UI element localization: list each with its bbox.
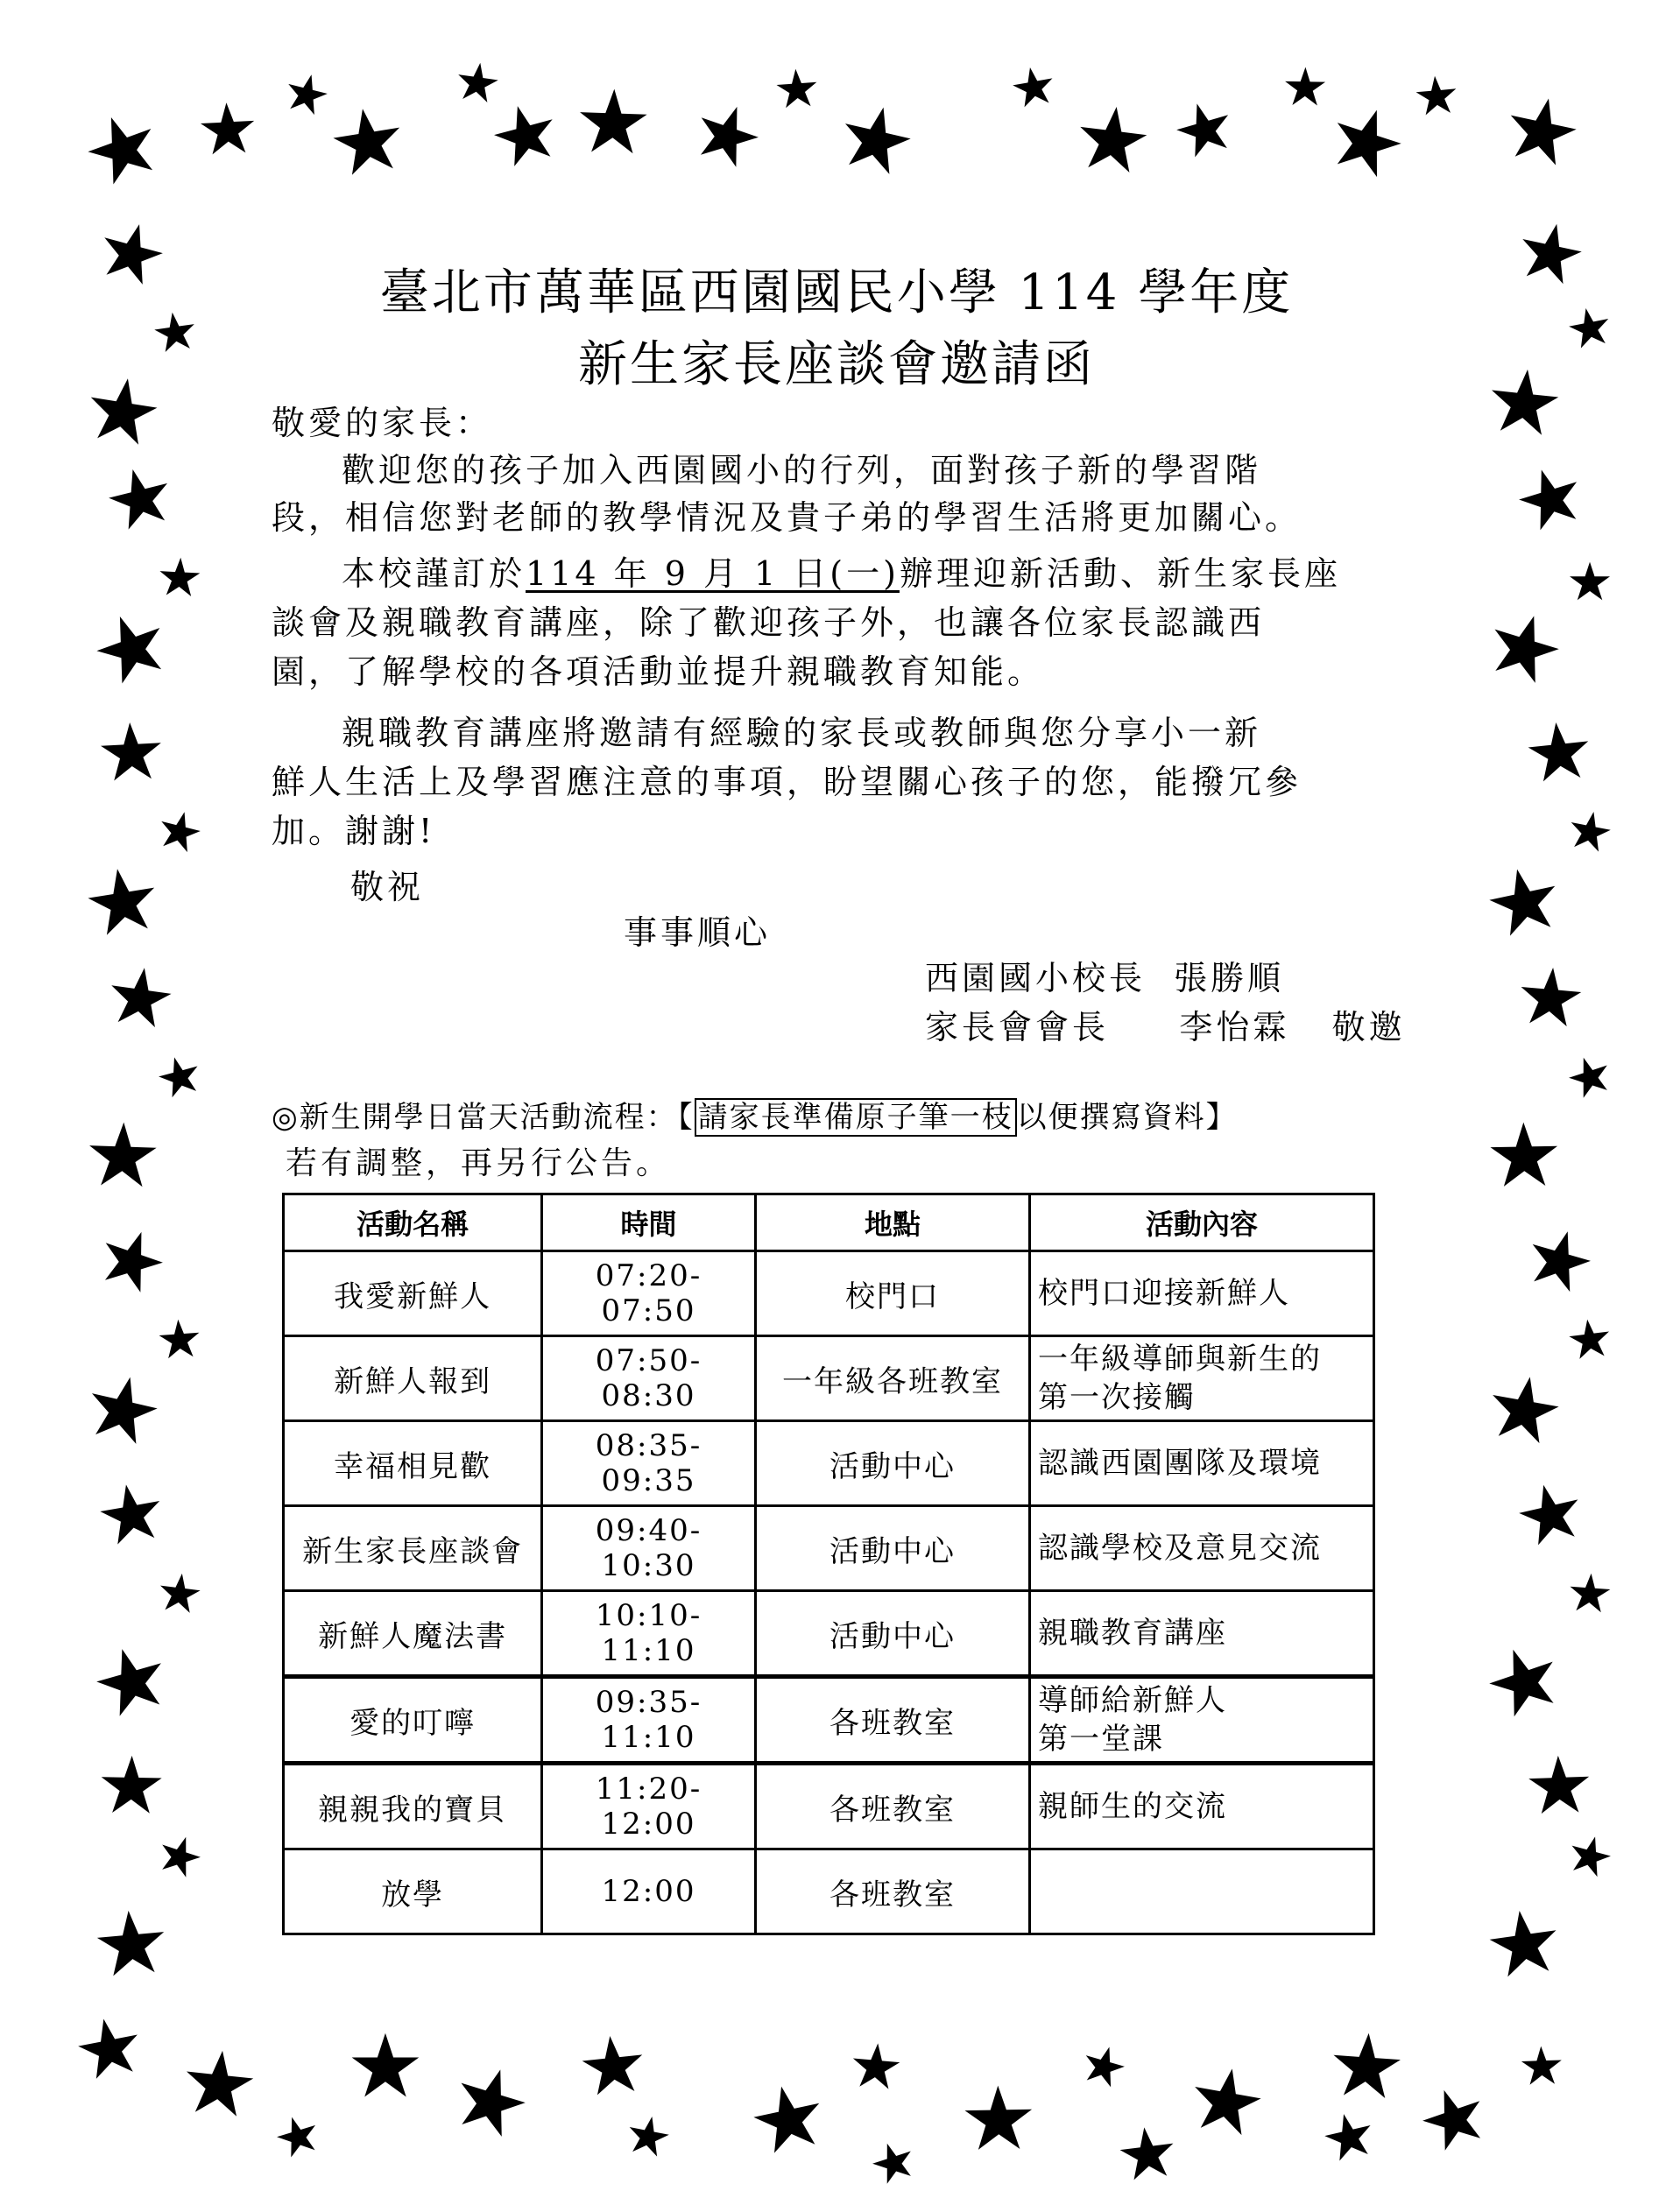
paragraph-3-line-3: 加。謝謝! — [272, 812, 436, 850]
star-icon: ★ — [1558, 1821, 1621, 1892]
signature-pta: 家長會會長 李怡霖 敬邀 — [925, 1008, 1406, 1046]
star-icon: ★ — [174, 2028, 264, 2139]
activity-content — [1030, 1849, 1374, 1934]
star-icon: ★ — [1511, 948, 1590, 1047]
star-icon: ★ — [148, 1041, 211, 1113]
activity-content: 校門口迎接新鮮人 — [1030, 1251, 1374, 1336]
table-row — [284, 1764, 1374, 1849]
star-icon: ★ — [1479, 347, 1569, 458]
star-icon: ★ — [1557, 1040, 1622, 1114]
activity-name: 愛的叮嚀 — [284, 1677, 542, 1764]
table-row — [284, 1849, 1374, 1934]
activity-time: 09:40-10:30 — [542, 1506, 756, 1591]
paragraph-2-line-3: 園，了解學校的各項活動並提升親職教育知能。 — [272, 652, 1045, 691]
star-icon: ★ — [321, 84, 415, 199]
star-icon: ★ — [98, 947, 182, 1049]
activity-content: 親師生的交流 — [1030, 1764, 1374, 1849]
star-icon: ★ — [194, 87, 262, 172]
star-icon: ★ — [1067, 83, 1158, 196]
star-icon: ★ — [449, 49, 505, 117]
table-header-row — [284, 1194, 1374, 1251]
star-icon: ★ — [76, 586, 186, 709]
star-icon: ★ — [67, 87, 177, 210]
activity-name: 新生家長座談會 — [284, 1506, 542, 1591]
paragraph-1-line-1: 歡迎您的孩子加入西園國小的行列，面對孩子新的學習階 — [342, 451, 1262, 490]
table-row — [284, 1421, 1374, 1506]
star-icon: ★ — [1493, 72, 1592, 190]
star-icon: ★ — [1564, 1561, 1616, 1626]
paragraph-3-line-1: 親職教育講座將邀請有經驗的家長或教師與您分享小一新 — [342, 714, 1262, 752]
activity-name: 放學 — [284, 1849, 542, 1934]
star-icon: ★ — [1560, 797, 1620, 867]
activity-name: 親親我的寶貝 — [284, 1764, 542, 1849]
p2-lead: 本校謹訂於 — [342, 554, 526, 593]
greeting: 敬愛的家長： — [272, 404, 493, 442]
page-title: 臺北市萬華區西園國民小學 114 學年度 — [379, 264, 1294, 321]
star-icon: ★ — [276, 59, 337, 130]
closing-2: 事事順心 — [624, 913, 772, 952]
flow-heading-tail: 以便撰寫資料】 — [1016, 1100, 1238, 1135]
star-icon: ★ — [1519, 703, 1599, 802]
star-icon: ★ — [573, 2017, 653, 2116]
star-icon: ★ — [1484, 1103, 1564, 1208]
paragraph-2-line-1 — [342, 546, 1341, 595]
activity-time: 07:50-08:30 — [542, 1336, 756, 1421]
event-date: 114 年 9 月 1 日(一) — [526, 554, 900, 593]
activity-content: 一年級導師與新生的 第一次接觸 — [1030, 1336, 1374, 1421]
star-icon: ★ — [149, 796, 210, 868]
star-icon: ★ — [1314, 2095, 1384, 2179]
star-icon: ★ — [66, 1997, 153, 2101]
activity-time: 08:35-09:35 — [542, 1421, 756, 1506]
star-icon: ★ — [1506, 201, 1595, 306]
header-activity: 活動名稱 — [284, 1194, 542, 1251]
table-row — [284, 1251, 1374, 1336]
star-icon: ★ — [1478, 1887, 1571, 2000]
star-icon: ★ — [81, 1102, 164, 1208]
activity-place: 活動中心 — [755, 1591, 1029, 1677]
header-time: 時間 — [542, 1194, 756, 1251]
star-icon: ★ — [1472, 587, 1578, 708]
activity-time: 10:10-11:10 — [542, 1591, 756, 1677]
table-row — [284, 1506, 1374, 1591]
star-icon: ★ — [1516, 2035, 1567, 2098]
activity-name: 新鮮人魔法書 — [284, 1591, 542, 1677]
star-icon: ★ — [266, 2100, 329, 2173]
activity-content: 認識學校及意見交流 — [1030, 1506, 1374, 1591]
star-icon: ★ — [93, 704, 170, 801]
star-icon: ★ — [95, 445, 186, 553]
star-icon: ★ — [1178, 2044, 1274, 2159]
closing-1: 敬祝 — [350, 868, 425, 906]
star-icon: ★ — [572, 69, 654, 175]
activity-time: 11:20-12:00 — [542, 1764, 756, 1849]
star-icon: ★ — [1281, 56, 1330, 119]
activity-place: 一年級各班教室 — [755, 1336, 1029, 1421]
star-icon: ★ — [479, 81, 572, 189]
star-icon: ★ — [95, 1739, 168, 1833]
star-icon: ★ — [147, 1820, 212, 1893]
activity-content: 親職教育講座 — [1030, 1591, 1374, 1677]
activity-content: 導師給新鮮人 第一堂課 — [1030, 1677, 1374, 1764]
activity-place: 各班教室 — [755, 1849, 1029, 1934]
star-icon: ★ — [346, 2015, 425, 2117]
activity-time: 12:00 — [542, 1849, 756, 1934]
star-icon: ★ — [1566, 552, 1613, 613]
star-icon: ★ — [1560, 293, 1620, 363]
p2-rest: 辦理迎新活動、新生家長座 — [899, 554, 1341, 593]
header-place: 地點 — [755, 1194, 1029, 1251]
activity-place: 活動中心 — [755, 1506, 1029, 1591]
star-icon: ★ — [1324, 2012, 1409, 2120]
activity-name: 幸福相見歡 — [284, 1421, 542, 1506]
activity-name: 我愛新鮮人 — [284, 1251, 542, 1336]
star-icon: ★ — [1502, 444, 1598, 553]
table-row — [284, 1591, 1374, 1677]
activity-time: 07:20-07:50 — [542, 1251, 756, 1336]
star-icon: ★ — [845, 2028, 907, 2105]
star-icon: ★ — [1563, 1306, 1617, 1374]
header-content: 活動內容 — [1030, 1194, 1374, 1251]
star-icon: ★ — [618, 2102, 678, 2172]
star-icon: ★ — [958, 2067, 1039, 2171]
star-icon: ★ — [152, 1560, 207, 1628]
star-icon: ★ — [438, 2040, 544, 2162]
star-icon: ★ — [147, 299, 203, 367]
star-icon: ★ — [1476, 1352, 1572, 1467]
paragraph-2-line-2: 談會及親職教育講座，除了歡迎孩子外，也讓各位家長認識西 — [272, 603, 1266, 642]
star-icon: ★ — [153, 1307, 206, 1372]
table-row — [284, 1336, 1374, 1421]
star-icon: ★ — [1405, 2063, 1503, 2174]
paragraph-3-line-2: 鮮人生活上及學習應注意的事項，盼望關心孩子的您，能撥冗參 — [272, 763, 1302, 801]
star-icon: ★ — [771, 57, 823, 122]
star-icon: ★ — [75, 354, 170, 468]
star-icon: ★ — [88, 1462, 174, 1567]
star-icon: ★ — [1521, 1738, 1597, 1834]
star-icon: ★ — [678, 80, 776, 191]
star-icon: ★ — [861, 2126, 926, 2200]
star-icon: ★ — [82, 1205, 180, 1316]
star-icon: ★ — [85, 200, 178, 307]
activity-name: 新鮮人報到 — [284, 1336, 542, 1421]
activity-place: 各班教室 — [755, 1764, 1029, 1849]
star-icon: ★ — [1072, 2030, 1135, 2103]
activity-place: 校門口 — [755, 1251, 1029, 1336]
star-icon: ★ — [73, 1350, 173, 1469]
activity-place: 各班教室 — [755, 1677, 1029, 1764]
star-icon: ★ — [1313, 81, 1420, 203]
page-subtitle: 新生家長座談會邀請函 — [578, 336, 1095, 393]
flow-note: 若有調整，再另行公告。 — [286, 1145, 672, 1181]
star-icon: ★ — [154, 546, 205, 610]
star-icon: ★ — [1474, 842, 1573, 961]
star-icon: ★ — [88, 1889, 175, 1998]
flow-heading-lead: ◎新生開學日當天活動流程：【 — [272, 1100, 695, 1135]
star-icon: ★ — [1505, 1462, 1596, 1567]
star-icon: ★ — [1470, 1619, 1578, 1743]
schedule-table — [282, 1193, 1375, 1935]
flow-heading — [272, 1093, 1238, 1136]
star-icon: ★ — [1005, 53, 1062, 123]
star-icon: ★ — [79, 1620, 184, 1742]
star-icon: ★ — [738, 2060, 837, 2178]
signature-principal: 西園國小校長 張勝順 — [925, 959, 1285, 997]
activity-time: 09:35-11:10 — [542, 1677, 756, 1764]
star-icon: ★ — [1162, 81, 1246, 178]
paragraph-1-line-2: 段，相信您對老師的教學情況及貴子弟的學習生活將更加關心。 — [272, 498, 1302, 537]
star-icon: ★ — [1410, 63, 1463, 130]
star-icon: ★ — [75, 844, 170, 959]
activity-content: 認識西園團隊及環境 — [1030, 1421, 1374, 1506]
star-icon: ★ — [826, 81, 926, 199]
activity-place: 活動中心 — [755, 1421, 1029, 1506]
table-row — [284, 1677, 1374, 1764]
star-icon: ★ — [1512, 1206, 1606, 1315]
star-icon: ★ — [1111, 2109, 1184, 2199]
pen-reminder: 請家長準備原子筆一枝 — [695, 1098, 1017, 1137]
